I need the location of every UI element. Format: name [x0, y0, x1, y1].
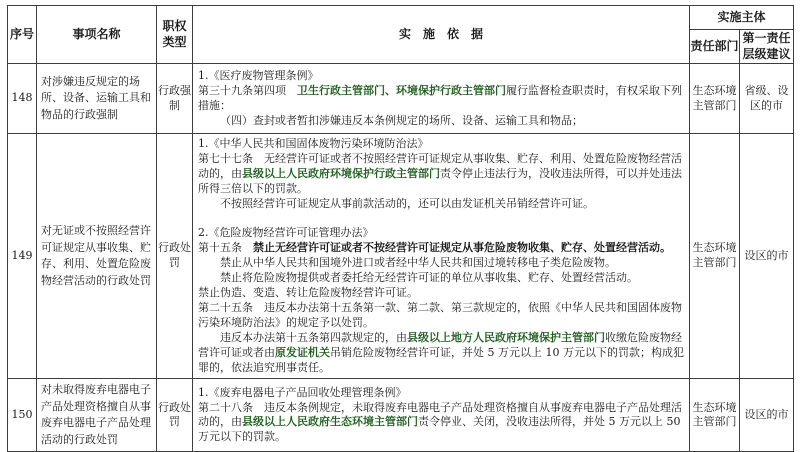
- basis-text: 收缴危险废物经营许可证或者由: [198, 330, 682, 359]
- column-header-seq: 序号: [8, 6, 37, 64]
- item-seq: 148: [8, 64, 37, 134]
- responsible-department: 生态环境主管部门: [690, 379, 740, 452]
- item-row-149: [8, 134, 794, 379]
- basis-text: 责令停止违法行为，没收违法所得，可以并处违法所得三倍以下的罚款。: [198, 167, 682, 196]
- table-header: [8, 6, 794, 64]
- law-authority-highlight: 县级以上人民政府环境保护行政主管部门: [242, 167, 440, 181]
- column-header-item-name: 事项名称: [37, 6, 157, 64]
- authority-type: 行政处罚: [157, 379, 193, 452]
- item-name: 对无证或不按照经营许可证规定从事收集、贮存、利用、处置危险废物经营活动的行政处罚: [37, 134, 157, 379]
- basis-text: 吊销危险废物经营许可证，并处 5 万元以上 10 万元以下的罚款；构成犯罪的，依法追究刑事责任。: [198, 345, 684, 374]
- basis-paragraph: [198, 84, 684, 114]
- basis-text: 责令停业、关闭，没收违法所得，并处 5 万元以上 50 万元以下的罚款。: [198, 415, 681, 444]
- basis-paragraph: [198, 286, 684, 301]
- basis-text: （四）查封或者暂扣涉嫌违反本条例规定的场所、设备、运输工具和物品；: [220, 113, 583, 127]
- law-authority-highlight: 卫生行政主管部门、环境保护行政主管部门: [297, 83, 506, 97]
- basis-text: 1.《废弃电器电子产品回收处理管理条例》: [198, 385, 407, 399]
- enforcement-items-table: [7, 5, 794, 452]
- basis-text: 第十五条: [198, 240, 253, 254]
- basis-paragraph: [198, 256, 684, 271]
- responsibility-level: 设区的市: [740, 134, 794, 379]
- basis-paragraph: [198, 226, 684, 241]
- basis-text: 第二十五条 违反本办法第十五条第一款、第二款、第三款规定的，依照《中华人民共和国固体废物污染环境防治法》的规定予以处罚。: [198, 300, 682, 329]
- authority-type: 行政处罚: [157, 134, 193, 379]
- column-header-level: 第一责任层级建议: [740, 30, 794, 64]
- basis-text: 不按照经营许可证规定从事前款活动的，还可以由发证机关吊销经营许可证。: [220, 197, 594, 210]
- basis-text: 履行监督检查职责时，有权采取下列措施：: [198, 83, 682, 112]
- basis-paragraph: [198, 331, 684, 376]
- law-authority-highlight: 县级以上地方人民政府环境保护主管部门: [407, 330, 605, 344]
- table-body: [8, 64, 794, 452]
- implementation-basis: [193, 379, 690, 452]
- basis-text: 禁止伪造、变造、转让危险废物经营许可证。: [198, 285, 418, 299]
- basis-text: 1.《中华人民共和国固体废物污染环境防治法》: [198, 137, 429, 151]
- basis-text: 禁止从中华人民共和国境外进口或者经中华人民共和国过境转移电子类危险废物。: [220, 255, 616, 269]
- item-seq: 150: [8, 379, 37, 452]
- responsible-department: 生态环境主管部门: [690, 134, 740, 379]
- implementation-basis: [193, 134, 690, 379]
- basis-paragraph: [198, 152, 684, 197]
- basis-paragraph: [198, 69, 684, 84]
- basis-paragraph: [198, 197, 684, 212]
- column-header-basis: 实 施 依 据: [193, 6, 690, 64]
- basis-text: 2.《危险废物经营许可证管理办法》: [198, 225, 374, 239]
- column-header-department: 责任部门: [690, 30, 740, 64]
- basis-text: 第七十七条 无经营许可证或者不按照经营许可证规定从事收集、贮存、利用、处置危险废物经营活动的，由: [198, 152, 682, 181]
- column-header-authority-type: 职权类型: [157, 6, 193, 64]
- basis-text: 1.《医疗废物管理条例》: [198, 68, 319, 82]
- basis-paragraph: [198, 401, 684, 446]
- basis-paragraph: [198, 241, 684, 256]
- header-row-1: [8, 6, 794, 30]
- law-authority-highlight: 原发证机关: [275, 345, 330, 359]
- basis-paragraph: [198, 386, 684, 401]
- responsible-department: 生态环境主管部门: [690, 64, 740, 134]
- column-header-subject: 实施主体: [690, 6, 794, 30]
- law-emphasis: 禁止无经营许可证或者不按经营许可证规定从事危险废物收集、贮存、处置经营活动。: [253, 240, 671, 254]
- responsibility-level: 设区的市: [740, 379, 794, 452]
- law-authority-highlight: 县级以上人民政府生态环境主管部门: [242, 415, 418, 429]
- basis-paragraph: [198, 271, 684, 286]
- basis-text: 第三十九条第四项: [198, 83, 297, 97]
- implementation-basis: [193, 64, 690, 134]
- basis-paragraph: [198, 137, 684, 152]
- item-row-150: [8, 379, 794, 452]
- item-row-148: [8, 64, 794, 134]
- item-name: 对未取得废弃电器电子产品处理资格擅自从事废弃电器电子产品处理活动的行政处罚: [37, 379, 157, 452]
- item-name: 对涉嫌违反规定的场所、设备、运输工具和物品的行政强制: [37, 64, 157, 134]
- basis-text: 违反本办法第十五条第四款规定的，由: [220, 330, 407, 344]
- basis-paragraph: [198, 114, 684, 129]
- item-seq: 149: [8, 134, 37, 379]
- responsibility-level: 省级、设区的市: [740, 64, 794, 134]
- basis-text: 第二十八条 违反本条例规定，未取得废弃电器电子产品处理资格擅自从事废弃电器电子产品处理活动的，由: [198, 400, 682, 429]
- authority-type: 行政强制: [157, 64, 193, 134]
- basis-paragraph: [198, 301, 684, 331]
- basis-text: 禁止将危险废物提供或者委托给无经营许可证的单位从事收集、贮存、处置经营活动。: [220, 270, 638, 284]
